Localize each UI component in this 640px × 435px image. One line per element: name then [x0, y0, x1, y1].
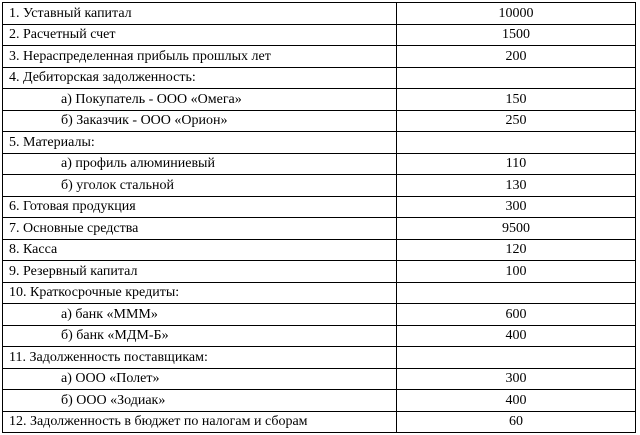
table-row [3, 261, 636, 283]
item-value: 600 [397, 304, 636, 326]
item-value: 400 [397, 390, 636, 412]
table-row [3, 239, 636, 261]
item-label: а) ООО «Полет» [3, 368, 397, 390]
table-row [3, 3, 636, 25]
item-label: 6. Готовая продукция [3, 196, 397, 218]
item-label: а) профиль алюминиевый [3, 153, 397, 175]
table-row [3, 46, 636, 68]
item-label: а) банк «МММ» [3, 304, 397, 326]
table-row [3, 110, 636, 132]
table-row [3, 218, 636, 240]
table-row [3, 132, 636, 154]
table-row [3, 153, 636, 175]
item-value: 120 [397, 239, 636, 261]
item-label: 12. Задолженность в бюджет по налогам и сборам [3, 411, 397, 433]
item-value: 300 [397, 368, 636, 390]
table-row [3, 325, 636, 347]
table-row [3, 282, 636, 304]
item-label: 5. Материалы: [3, 132, 397, 154]
table-row [3, 390, 636, 412]
table-row [3, 67, 636, 89]
item-value: 150 [397, 89, 636, 111]
table-row [3, 175, 636, 197]
item-label: б) банк «МДМ-Б» [3, 325, 397, 347]
item-value: 200 [397, 46, 636, 68]
balance-items-table [2, 2, 636, 433]
item-label: а) Покупатель - ООО «Омега» [3, 89, 397, 111]
table-row [3, 24, 636, 46]
item-label: 9. Резервный капитал [3, 261, 397, 283]
table-row [3, 89, 636, 111]
item-label: 3. Нераспределенная прибыль прошлых лет [3, 46, 397, 68]
item-value: 60 [397, 411, 636, 433]
item-value: 110 [397, 153, 636, 175]
item-label: б) Заказчик - ООО «Орион» [3, 110, 397, 132]
item-label: 10. Краткосрочные кредиты: [3, 282, 397, 304]
item-label: 2. Расчетный счет [3, 24, 397, 46]
item-label: б) ООО «Зодиак» [3, 390, 397, 412]
table-row [3, 411, 636, 433]
item-label: 11. Задолженность поставщикам: [3, 347, 397, 369]
item-value [397, 347, 636, 369]
item-value: 400 [397, 325, 636, 347]
table-row [3, 304, 636, 326]
item-label: 1. Уставный капитал [3, 3, 397, 25]
item-value: 10000 [397, 3, 636, 25]
item-value [397, 67, 636, 89]
table-row [3, 368, 636, 390]
item-value: 9500 [397, 218, 636, 240]
item-label: 4. Дебиторская задолженность: [3, 67, 397, 89]
item-label: 8. Касса [3, 239, 397, 261]
item-value: 1500 [397, 24, 636, 46]
item-value: 130 [397, 175, 636, 197]
item-value [397, 282, 636, 304]
item-value: 100 [397, 261, 636, 283]
item-value: 300 [397, 196, 636, 218]
item-value [397, 132, 636, 154]
table-body [3, 3, 636, 433]
table-row [3, 347, 636, 369]
item-label: б) уголок стальной [3, 175, 397, 197]
item-label: 7. Основные средства [3, 218, 397, 240]
item-value: 250 [397, 110, 636, 132]
table-row [3, 196, 636, 218]
